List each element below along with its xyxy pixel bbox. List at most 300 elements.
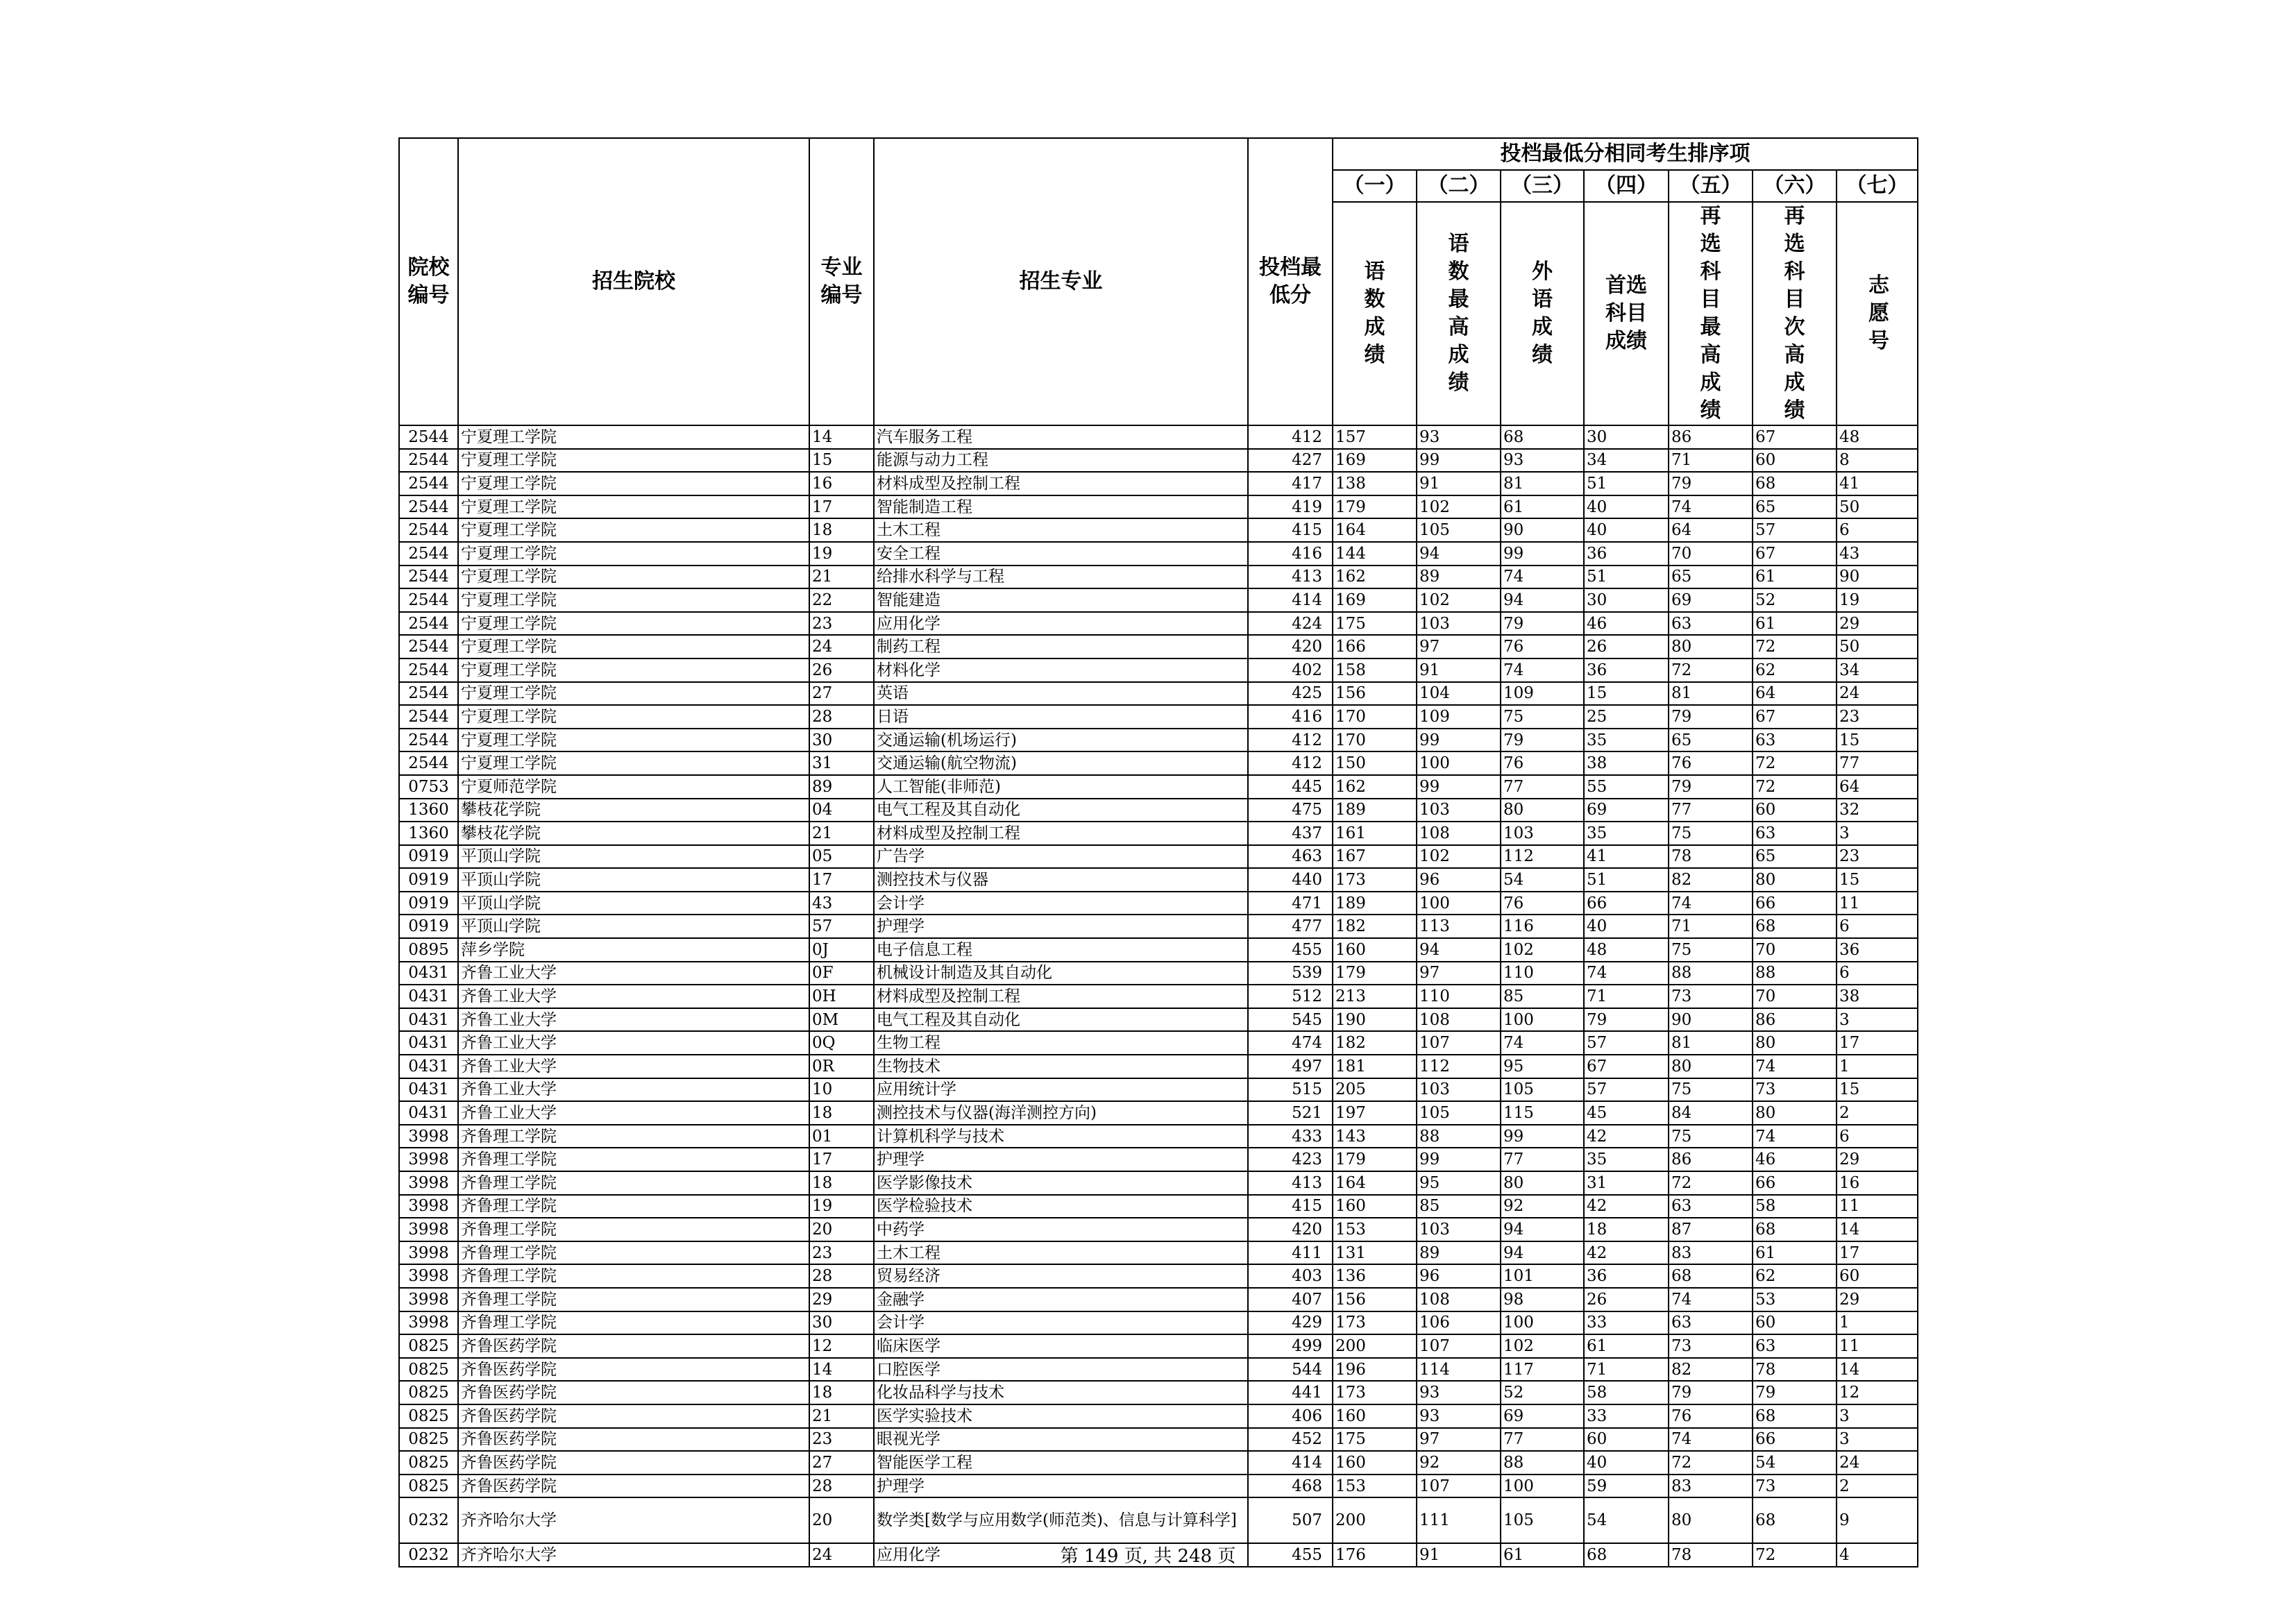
cell-score-reselect-second: 68 [1753,1497,1837,1543]
cell-score-first-subject: 42 [1584,1125,1669,1148]
table-row [399,1125,1918,1148]
cell-major-code: 23 [809,1241,874,1265]
cell-score-first-subject: 45 [1584,1101,1669,1125]
cell-major-code: 0J [809,938,874,962]
cell-major-name: 安全工程 [874,542,1248,566]
cell-score-foreign: 76 [1501,635,1584,658]
cell-score-foreign: 102 [1501,938,1584,962]
cell-score-foreign: 92 [1501,1195,1584,1218]
cell-preference-number: 77 [1837,751,1918,775]
cell-score-foreign: 100 [1501,1475,1584,1498]
cell-major-code: 16 [809,472,874,495]
cell-school-code: 0919 [399,845,458,869]
cell-major-code: 19 [809,542,874,566]
cell-school-name: 齐鲁理工学院 [458,1288,809,1311]
cell-score-first-subject: 35 [1584,822,1669,845]
cell-score-reselect-second: 74 [1753,1055,1837,1078]
cell-preference-number: 48 [1837,425,1918,449]
cell-score-yushu-max: 114 [1417,1358,1501,1382]
cell-major-name: 智能制造工程 [874,495,1248,519]
cell-school-code: 3998 [399,1264,458,1288]
cell-preference-number: 8 [1837,449,1918,473]
cell-preference-number: 41 [1837,472,1918,495]
cell-score-yushu-max: 89 [1417,1241,1501,1265]
cell-min-score: 507 [1248,1497,1333,1543]
cell-school-name: 平顶山学院 [458,892,809,915]
cell-major-name: 医学检验技术 [874,1195,1248,1218]
cell-score-reselect-second: 66 [1753,1171,1837,1195]
cell-major-name: 临床医学 [874,1334,1248,1358]
cell-score-yushu-max: 102 [1417,495,1501,519]
cell-score-first-subject: 74 [1584,962,1669,985]
cell-school-code: 3998 [399,1241,458,1265]
cell-score-foreign: 61 [1501,495,1584,519]
cell-score-reselect-max: 75 [1669,938,1753,962]
cell-preference-number: 29 [1837,612,1918,636]
cell-school-name: 宁夏理工学院 [458,705,809,729]
cell-major-code: 24 [809,635,874,658]
cell-school-code: 1360 [399,822,458,845]
cell-score-first-subject: 69 [1584,799,1669,822]
cell-score-reselect-second: 66 [1753,1428,1837,1452]
cell-score-yushu-max: 102 [1417,845,1501,869]
table-row [399,1148,1918,1171]
cell-min-score: 455 [1248,938,1333,962]
cell-min-score: 433 [1248,1125,1333,1148]
cell-school-code: 2544 [399,588,458,612]
cell-school-name: 齐齐哈尔大学 [458,1497,809,1543]
cell-score-foreign: 74 [1501,658,1584,682]
table-row [399,751,1918,775]
cell-preference-number: 9 [1837,1497,1918,1543]
cell-preference-number: 14 [1837,1358,1918,1382]
cell-score-yushu-max: 96 [1417,868,1501,892]
cell-min-score: 413 [1248,566,1333,589]
cell-major-code: 23 [809,1428,874,1452]
cell-score-yushu: 169 [1333,588,1417,612]
table-row [399,915,1918,938]
cell-school-name: 齐鲁理工学院 [458,1264,809,1288]
cell-score-foreign: 81 [1501,472,1584,495]
cell-score-foreign: 112 [1501,845,1584,869]
cell-preference-number: 16 [1837,1171,1918,1195]
cell-score-reselect-max: 65 [1669,566,1753,589]
cell-score-foreign: 79 [1501,729,1584,752]
cell-score-reselect-max: 72 [1669,1171,1753,1195]
cell-score-reselect-max: 81 [1669,682,1753,706]
cell-score-reselect-second: 80 [1753,1031,1837,1055]
cell-min-score: 412 [1248,729,1333,752]
table-body [399,425,1918,1567]
cell-score-reselect-second: 72 [1753,775,1837,799]
cell-school-code: 2544 [399,542,458,566]
cell-major-name: 英语 [874,682,1248,706]
cell-preference-number: 15 [1837,729,1918,752]
cell-preference-number: 1 [1837,1055,1918,1078]
cell-major-name: 医学影像技术 [874,1171,1248,1195]
cell-major-code: 29 [809,1288,874,1311]
cell-score-reselect-max: 75 [1669,822,1753,845]
cell-score-reselect-max: 83 [1669,1241,1753,1265]
cell-score-reselect-max: 82 [1669,1358,1753,1382]
cell-score-reselect-second: 80 [1753,1101,1837,1125]
cell-score-yushu-max: 99 [1417,1148,1501,1171]
cell-score-reselect-second: 58 [1753,1195,1837,1218]
cell-school-name: 齐鲁工业大学 [458,1078,809,1102]
table-row [399,892,1918,915]
cell-major-code: 21 [809,822,874,845]
cell-major-name: 能源与动力工程 [874,449,1248,473]
table-row [399,472,1918,495]
cell-score-yushu-max: 112 [1417,1055,1501,1078]
cell-major-code: 31 [809,751,874,775]
cell-school-name: 宁夏理工学院 [458,635,809,658]
cell-preference-number: 24 [1837,682,1918,706]
cell-school-code: 2544 [399,495,458,519]
cell-school-code: 0431 [399,1101,458,1125]
cell-score-reselect-second: 68 [1753,1404,1837,1428]
cell-min-score: 403 [1248,1264,1333,1288]
cell-school-name: 齐鲁医药学院 [458,1451,809,1475]
cell-score-reselect-second: 63 [1753,822,1837,845]
cell-school-name: 齐鲁理工学院 [458,1148,809,1171]
cell-min-score: 402 [1248,658,1333,682]
cell-major-name: 电子信息工程 [874,938,1248,962]
cell-major-name: 护理学 [874,915,1248,938]
cell-score-first-subject: 68 [1584,1543,1669,1567]
cell-score-first-subject: 18 [1584,1218,1669,1241]
cell-school-code: 2544 [399,518,458,542]
table-row [399,1334,1918,1358]
cell-score-foreign: 109 [1501,682,1584,706]
cell-score-reselect-second: 63 [1753,729,1837,752]
cell-score-foreign: 77 [1501,1428,1584,1452]
cell-preference-number: 6 [1837,1125,1918,1148]
cell-score-reselect-second: 54 [1753,1451,1837,1475]
cell-score-yushu-max: 97 [1417,635,1501,658]
cell-score-first-subject: 55 [1584,775,1669,799]
cell-preference-number: 17 [1837,1241,1918,1265]
cell-score-reselect-second: 72 [1753,635,1837,658]
cell-score-reselect-max: 68 [1669,1264,1753,1288]
table-row [399,1264,1918,1288]
cell-score-yushu-max: 107 [1417,1475,1501,1498]
cell-school-code: 3998 [399,1218,458,1241]
table-row [399,566,1918,589]
cell-major-code: 28 [809,1475,874,1498]
cell-preference-number: 6 [1837,518,1918,542]
cell-score-yushu-max: 104 [1417,682,1501,706]
cell-min-score: 429 [1248,1311,1333,1335]
cell-score-reselect-max: 77 [1669,799,1753,822]
cell-school-name: 萍乡学院 [458,938,809,962]
cell-score-yushu: 138 [1333,472,1417,495]
cell-score-reselect-max: 88 [1669,962,1753,985]
cell-score-yushu: 160 [1333,1451,1417,1475]
cell-score-yushu: 175 [1333,612,1417,636]
cell-score-first-subject: 59 [1584,1475,1669,1498]
cell-score-reselect-second: 74 [1753,1125,1837,1148]
cell-school-name: 攀枝花学院 [458,822,809,845]
cell-score-reselect-second: 61 [1753,1241,1837,1265]
cell-score-first-subject: 40 [1584,915,1669,938]
cell-major-name: 交通运输(机场运行) [874,729,1248,752]
cell-score-foreign: 75 [1501,705,1584,729]
cell-score-reselect-max: 64 [1669,518,1753,542]
cell-major-code: 30 [809,1311,874,1335]
cell-min-score: 424 [1248,612,1333,636]
cell-score-reselect-max: 86 [1669,425,1753,449]
cell-min-score: 544 [1248,1358,1333,1382]
cell-score-reselect-max: 74 [1669,1288,1753,1311]
header-tiebreak-number: （三） [1501,170,1584,202]
cell-min-score: 440 [1248,868,1333,892]
cell-preference-number: 17 [1837,1031,1918,1055]
cell-score-reselect-second: 73 [1753,1475,1837,1498]
cell-major-code: 0H [809,985,874,1008]
cell-min-score: 406 [1248,1404,1333,1428]
cell-score-reselect-second: 63 [1753,1334,1837,1358]
cell-score-first-subject: 58 [1584,1381,1669,1404]
cell-score-first-subject: 36 [1584,542,1669,566]
cell-score-yushu: 153 [1333,1475,1417,1498]
cell-major-name: 应用化学 [874,1543,1248,1567]
cell-score-yushu: 200 [1333,1497,1417,1543]
cell-score-foreign: 85 [1501,985,1584,1008]
cell-score-foreign: 74 [1501,1031,1584,1055]
cell-score-yushu-max: 93 [1417,1381,1501,1404]
cell-major-code: 18 [809,1101,874,1125]
table-row [399,822,1918,845]
table-row [399,1311,1918,1335]
cell-score-first-subject: 35 [1584,729,1669,752]
cell-preference-number: 2 [1837,1101,1918,1125]
cell-school-name: 宁夏理工学院 [458,682,809,706]
cell-school-code: 2544 [399,705,458,729]
cell-score-yushu: 170 [1333,729,1417,752]
cell-score-first-subject: 66 [1584,892,1669,915]
cell-score-reselect-max: 81 [1669,1031,1753,1055]
cell-score-yushu-max: 107 [1417,1334,1501,1358]
cell-score-reselect-second: 73 [1753,1078,1837,1102]
cell-score-first-subject: 79 [1584,1008,1669,1032]
cell-preference-number: 11 [1837,1334,1918,1358]
cell-preference-number: 11 [1837,892,1918,915]
cell-school-code: 3998 [399,1195,458,1218]
cell-major-code: 14 [809,1358,874,1382]
cell-score-first-subject: 60 [1584,1428,1669,1452]
cell-score-reselect-max: 75 [1669,1078,1753,1102]
cell-score-yushu: 182 [1333,1031,1417,1055]
cell-min-score: 415 [1248,1195,1333,1218]
cell-school-code: 0895 [399,938,458,962]
cell-school-code: 0825 [399,1404,458,1428]
cell-preference-number: 32 [1837,799,1918,822]
cell-score-yushu-max: 113 [1417,915,1501,938]
cell-school-name: 宁夏理工学院 [458,658,809,682]
admission-score-table [398,137,1918,1567]
cell-school-name: 攀枝花学院 [458,799,809,822]
cell-major-name: 会计学 [874,1311,1248,1335]
cell-score-yushu-max: 93 [1417,1404,1501,1428]
cell-score-foreign: 80 [1501,799,1584,822]
cell-major-name: 会计学 [874,892,1248,915]
cell-preference-number: 14 [1837,1218,1918,1241]
cell-school-name: 齐鲁工业大学 [458,962,809,985]
cell-major-name: 应用化学 [874,612,1248,636]
header-tiebreak-label: 再选科目最高成绩 [1669,202,1753,425]
cell-major-name: 日语 [874,705,1248,729]
cell-score-yushu-max: 103 [1417,799,1501,822]
cell-score-reselect-max: 63 [1669,1311,1753,1335]
cell-school-code: 0431 [399,1078,458,1102]
cell-score-reselect-second: 70 [1753,985,1837,1008]
header-tiebreak-label: 语数成绩 [1333,202,1417,425]
cell-major-name: 土木工程 [874,518,1248,542]
cell-school-code: 0919 [399,892,458,915]
cell-score-foreign: 76 [1501,892,1584,915]
cell-score-yushu: 157 [1333,425,1417,449]
cell-score-foreign: 80 [1501,1171,1584,1195]
cell-min-score: 471 [1248,892,1333,915]
cell-major-code: 15 [809,449,874,473]
cell-school-name: 宁夏理工学院 [458,449,809,473]
cell-preference-number: 36 [1837,938,1918,962]
cell-score-yushu: 156 [1333,1288,1417,1311]
cell-min-score: 499 [1248,1334,1333,1358]
cell-score-yushu-max: 96 [1417,1264,1501,1288]
cell-min-score: 521 [1248,1101,1333,1125]
cell-score-yushu-max: 94 [1417,938,1501,962]
table-row [399,449,1918,473]
cell-major-code: 27 [809,682,874,706]
header-tiebreak-number: （七） [1837,170,1918,202]
cell-major-code: 17 [809,868,874,892]
cell-school-name: 齐鲁医药学院 [458,1381,809,1404]
cell-score-yushu-max: 99 [1417,729,1501,752]
cell-min-score: 474 [1248,1031,1333,1055]
cell-min-score: 411 [1248,1241,1333,1265]
cell-major-code: 21 [809,566,874,589]
cell-score-first-subject: 71 [1584,1358,1669,1382]
cell-score-yushu-max: 95 [1417,1171,1501,1195]
table-row [399,1404,1918,1428]
cell-major-name: 给排水科学与工程 [874,566,1248,589]
cell-score-reselect-second: 68 [1753,915,1837,938]
cell-score-reselect-max: 70 [1669,542,1753,566]
cell-school-code: 2544 [399,635,458,658]
table-row [399,845,1918,869]
header-major-code: 专业编号 [809,138,874,425]
cell-major-code: 20 [809,1218,874,1241]
cell-score-reselect-max: 72 [1669,658,1753,682]
cell-major-code: 18 [809,1171,874,1195]
cell-score-reselect-max: 75 [1669,1125,1753,1148]
cell-school-name: 平顶山学院 [458,868,809,892]
cell-major-code: 17 [809,495,874,519]
cell-school-code: 0919 [399,915,458,938]
cell-major-code: 20 [809,1497,874,1543]
cell-score-yushu-max: 99 [1417,449,1501,473]
cell-school-name: 齐鲁医药学院 [458,1404,809,1428]
cell-score-first-subject: 31 [1584,1171,1669,1195]
cell-score-yushu: 166 [1333,635,1417,658]
cell-score-yushu-max: 88 [1417,1125,1501,1148]
cell-score-foreign: 69 [1501,1404,1584,1428]
cell-score-reselect-second: 65 [1753,495,1837,519]
cell-school-code: 2544 [399,658,458,682]
cell-min-score: 545 [1248,1008,1333,1032]
cell-score-reselect-max: 65 [1669,729,1753,752]
cell-major-name: 应用统计学 [874,1078,1248,1102]
cell-min-score: 477 [1248,915,1333,938]
cell-score-yushu: 136 [1333,1264,1417,1288]
cell-score-yushu-max: 111 [1417,1497,1501,1543]
cell-major-name: 测控技术与仪器(海洋测控方向) [874,1101,1248,1125]
cell-preference-number: 3 [1837,1428,1918,1452]
cell-preference-number: 19 [1837,588,1918,612]
cell-major-code: 89 [809,775,874,799]
cell-score-reselect-max: 74 [1669,892,1753,915]
cell-min-score: 445 [1248,775,1333,799]
cell-school-name: 齐齐哈尔大学 [458,1543,809,1567]
cell-major-name: 电气工程及其自动化 [874,799,1248,822]
cell-major-name: 汽车服务工程 [874,425,1248,449]
header-tiebreak-number: （四） [1584,170,1669,202]
header-tiebreak-number: （一） [1333,170,1417,202]
cell-score-reselect-second: 64 [1753,682,1837,706]
cell-major-name: 生物技术 [874,1055,1248,1078]
cell-score-reselect-second: 68 [1753,472,1837,495]
cell-major-code: 21 [809,1404,874,1428]
table-row [399,962,1918,985]
cell-score-yushu-max: 89 [1417,566,1501,589]
cell-score-reselect-max: 79 [1669,1381,1753,1404]
cell-score-reselect-second: 72 [1753,751,1837,775]
cell-score-yushu-max: 103 [1417,612,1501,636]
table-row [399,1288,1918,1311]
cell-school-name: 平顶山学院 [458,845,809,869]
cell-major-code: 10 [809,1078,874,1102]
cell-major-code: 22 [809,588,874,612]
cell-school-code: 0825 [399,1334,458,1358]
cell-preference-number: 90 [1837,566,1918,589]
cell-score-yushu: 164 [1333,1171,1417,1195]
cell-score-yushu-max: 102 [1417,588,1501,612]
cell-preference-number: 6 [1837,915,1918,938]
header-tiebreak-number: （五） [1669,170,1753,202]
cell-major-code: 12 [809,1334,874,1358]
cell-score-reselect-second: 78 [1753,1358,1837,1382]
header-tiebreak-label: 再选科目次高成绩 [1753,202,1837,425]
cell-min-score: 414 [1248,588,1333,612]
cell-score-yushu-max: 85 [1417,1195,1501,1218]
cell-major-code: 0R [809,1055,874,1078]
table-row [399,1078,1918,1102]
cell-score-foreign: 94 [1501,1218,1584,1241]
cell-score-reselect-max: 79 [1669,775,1753,799]
cell-score-yushu: 190 [1333,1008,1417,1032]
cell-min-score: 437 [1248,822,1333,845]
cell-score-yushu: 162 [1333,566,1417,589]
cell-major-name: 材料成型及控制工程 [874,472,1248,495]
table-row [399,799,1918,822]
cell-score-first-subject: 51 [1584,566,1669,589]
cell-preference-number: 50 [1837,635,1918,658]
cell-major-name: 护理学 [874,1148,1248,1171]
cell-major-name: 广告学 [874,845,1248,869]
cell-score-reselect-max: 72 [1669,1451,1753,1475]
